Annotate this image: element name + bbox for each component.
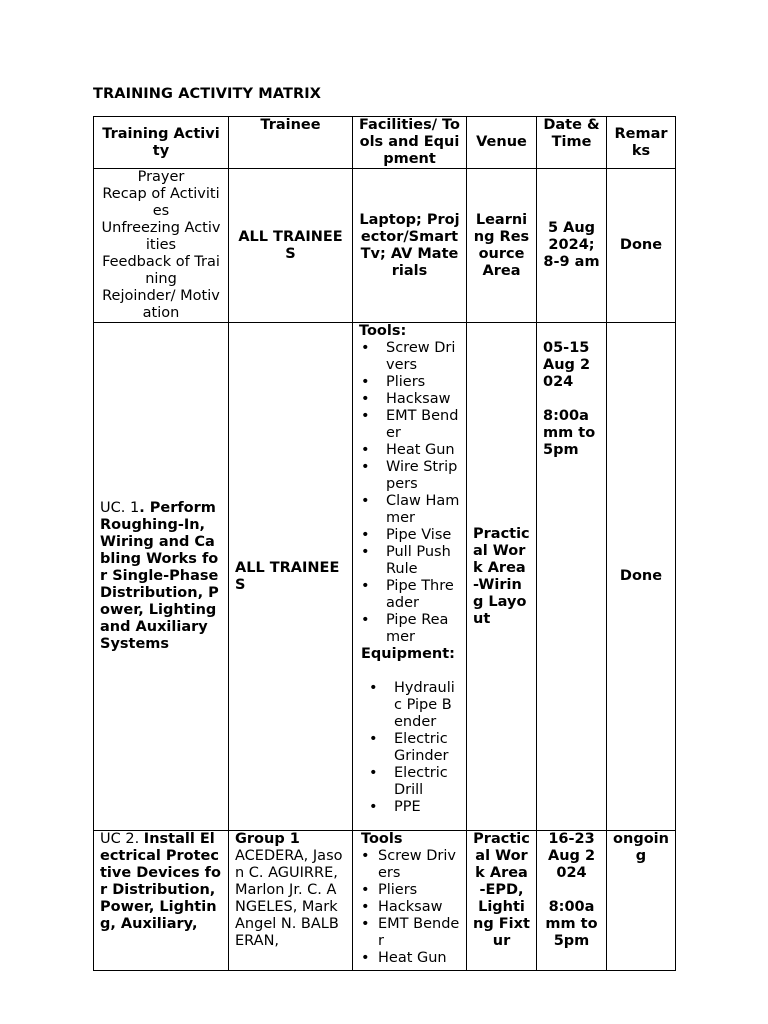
header-row xyxy=(94,117,676,169)
activity-title: . Perform Roughing-In, Wiring and Cabling Works for Single-Phase Distribution, Power, Lighting and Auxiliary Systems xyxy=(100,500,219,652)
table-row xyxy=(94,831,676,971)
list-item: • Hacksaw xyxy=(359,899,460,916)
activity-cell xyxy=(94,169,229,323)
date-range: 05-15 Aug 2024 xyxy=(543,340,591,390)
time-range: 8:00amm to 5pm xyxy=(543,408,596,458)
table-row xyxy=(94,323,676,831)
trainee-names: ACEDERA, Jason C. AGUIRRE, Marlon Jr. C. ANGELES, Mark Angel N. BALBERAN, xyxy=(235,848,343,949)
date-cell xyxy=(537,831,607,971)
header-trainee: Trainee xyxy=(229,117,353,169)
remarks-cell: ongoing xyxy=(607,831,676,971)
remarks-cell: Done xyxy=(607,169,676,323)
list-item: • Screw Drivers xyxy=(359,340,460,374)
header-date-time: Date & Time xyxy=(537,117,607,169)
list-item: • Pipe Vise xyxy=(359,527,460,544)
list-item: • Claw Hammer xyxy=(359,493,460,527)
equipment-list xyxy=(359,680,460,816)
table-row xyxy=(94,169,676,323)
activity-cell xyxy=(94,323,229,831)
list-item: • Pipe Reamer xyxy=(359,612,460,646)
list-item: • Pliers xyxy=(359,882,460,899)
list-item: • Pull Push Rule xyxy=(359,544,460,578)
list-item: • Hydraulic Pipe Bender xyxy=(359,680,460,731)
facilities-cell xyxy=(353,323,467,831)
group-label: Group 1 xyxy=(235,831,300,847)
trainee-cell xyxy=(229,831,353,971)
trainee-cell: ALL TRAINEES xyxy=(229,169,353,323)
equipment-label: Equipment: xyxy=(361,646,455,662)
tools-list xyxy=(359,340,460,646)
tools-list xyxy=(359,848,460,967)
date-cell: 5 Aug 2024; 8-9 am xyxy=(537,169,607,323)
activity-line: Recap of Activities xyxy=(102,186,220,219)
venue-cell: Practical Work Area-EPD, Lighting Fixtur xyxy=(467,831,537,971)
venue-cell: Learning Resource Area xyxy=(467,169,537,323)
header-venue: Venue xyxy=(467,117,537,169)
remarks-cell: Done xyxy=(607,323,676,831)
list-item: • PPE xyxy=(359,799,460,816)
tools-label: Tools: xyxy=(359,323,407,339)
document-title: TRAINING ACTIVITY MATRIX xyxy=(93,86,322,102)
date-cell xyxy=(537,323,607,831)
activity-line: Unfreezing Activities xyxy=(101,220,221,253)
list-item: • Hacksaw xyxy=(359,391,460,408)
activity-title: Install Electrical Protective Devices for Distribution, Power, Lighting, Auxiliary, xyxy=(100,831,221,932)
activity-line: Rejoinder/ Motivation xyxy=(102,288,220,321)
activity-prefix: UC 2. xyxy=(100,831,140,847)
venue-cell: Practical Work Area-Wiring Layout xyxy=(467,323,537,831)
list-item: • Heat Gun xyxy=(359,442,460,459)
activity-prefix: UC. 1 xyxy=(100,500,140,516)
list-item: • Screw Drivers xyxy=(359,848,460,882)
list-item: • Electric Grinder xyxy=(359,731,460,765)
list-item: • Electric Drill xyxy=(359,765,460,799)
list-item: • Wire Strippers xyxy=(359,459,460,493)
list-item: • EMT Bender xyxy=(359,408,460,442)
header-facilities: Facilities/ Tools and Equipment xyxy=(353,117,467,169)
list-item: • Pliers xyxy=(359,374,460,391)
trainee-cell: ALL TRAINEES xyxy=(229,323,353,831)
list-item: • Heat Gun xyxy=(359,950,460,967)
list-item: • EMT Bender xyxy=(359,916,460,950)
activity-cell xyxy=(94,831,229,971)
facilities-cell: Laptop; Projector/Smart Tv; AV Materials xyxy=(353,169,467,323)
facilities-cell xyxy=(353,831,467,971)
tools-label: Tools xyxy=(361,831,403,847)
activity-line: Prayer xyxy=(137,169,185,185)
list-item: • Pipe Threader xyxy=(359,578,460,612)
activity-line: Feedback of Training xyxy=(102,254,220,287)
date-range: 16-23 Aug 2024 xyxy=(547,831,596,881)
training-activity-table xyxy=(93,116,676,971)
header-training-activity: Training Activity xyxy=(94,117,229,169)
header-remarks: Remarks xyxy=(607,117,676,169)
time-range: 8:00amm to 5pm xyxy=(545,899,598,949)
